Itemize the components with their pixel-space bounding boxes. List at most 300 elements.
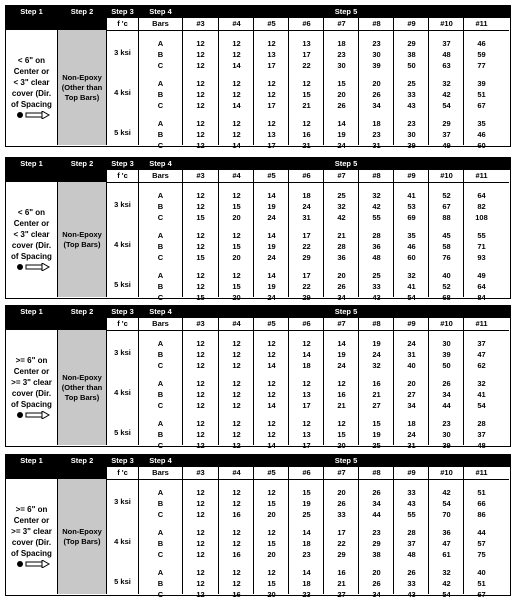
development-length-cell: 29: [337, 550, 346, 559]
development-length-cell: 30: [337, 61, 346, 70]
development-length-cell: 12: [337, 379, 346, 388]
development-length-cell: 30: [407, 130, 416, 139]
bar-location-label: C: [157, 253, 164, 262]
development-length-cell: 17: [267, 141, 276, 150]
development-length-cell: 54: [442, 590, 451, 599]
spacing-condition: [6, 479, 57, 594]
development-length-cell: 12: [267, 568, 276, 577]
development-length-cell: 62: [477, 361, 486, 370]
development-length-cell: 12: [232, 419, 241, 428]
development-length-cell: 36: [442, 528, 451, 537]
header-step3: Step 3: [111, 7, 134, 16]
development-length-cell: 23: [442, 419, 451, 428]
development-length-cell: 63: [442, 61, 451, 70]
header-step5: Step 5: [334, 159, 358, 168]
bar-location-label: B: [157, 202, 164, 211]
development-length-cell: 14: [267, 361, 276, 370]
bar-size-header: #10: [440, 171, 453, 180]
subheader-fc: f 'c: [117, 171, 128, 180]
development-length-cell: 41: [407, 282, 416, 291]
development-length-cell: 44: [477, 528, 486, 537]
subheader-fc: f 'c: [117, 319, 128, 328]
coating-condition: [58, 30, 106, 145]
development-length-cell: 52: [442, 191, 451, 200]
development-length-cell: 51: [477, 488, 486, 497]
development-length-cell: 32: [442, 79, 451, 88]
development-length-cell: 14: [267, 231, 276, 240]
development-length-cell: 12: [232, 579, 241, 588]
development-length-cell: 12: [196, 510, 205, 519]
bar-size-header: #4: [232, 319, 241, 328]
bar-location-label: A: [157, 379, 164, 388]
development-length-cell: 12: [267, 390, 276, 399]
bar-location-label: A: [157, 231, 164, 240]
development-length-cell: 12: [196, 101, 205, 110]
development-length-cell: 13: [302, 430, 311, 439]
concrete-strength-label: 5 ksi: [114, 577, 131, 586]
development-length-cell: 25: [372, 441, 381, 450]
bar-size-header: #5: [267, 171, 276, 180]
concrete-strength-label: 4 ksi: [114, 88, 131, 97]
step-header-row: [6, 158, 510, 170]
development-length-cell: 15: [267, 499, 276, 508]
development-length-cell: 25: [337, 191, 346, 200]
bar-size-header: #9: [407, 171, 416, 180]
development-length-cell: 17: [302, 401, 311, 410]
development-length-cell: 21: [302, 141, 311, 150]
development-length-cell: 12: [196, 499, 205, 508]
development-length-cell: 41: [477, 390, 486, 399]
development-length-cell: 48: [407, 550, 416, 559]
development-length-cell: 12: [196, 119, 205, 128]
development-length-cell: 15: [302, 90, 311, 99]
development-length-cell: 31: [302, 213, 311, 222]
development-length-cell: 46: [477, 39, 486, 48]
development-length-cell: 14: [232, 101, 241, 110]
bar-size-header: #7: [337, 171, 346, 180]
subheader-bars: Bars: [152, 19, 169, 28]
subheader-row: [6, 318, 510, 330]
development-length-cell: 54: [442, 499, 451, 508]
development-length-cell: 15: [196, 213, 205, 222]
development-length-cell: 18: [372, 119, 381, 128]
development-length-cell: 24: [267, 213, 276, 222]
development-length-cell: 37: [442, 130, 451, 139]
development-length-cell: 12: [196, 202, 205, 211]
development-length-cell: 26: [337, 282, 346, 291]
development-length-cell: 59: [477, 50, 486, 59]
header-step1: Step 1: [20, 456, 43, 465]
development-length-cell: 14: [232, 61, 241, 70]
development-length-cell: 20: [337, 271, 346, 280]
development-length-cell: 68: [442, 293, 451, 302]
development-length-cell: 12: [232, 350, 241, 359]
bar-location-label: B: [157, 282, 164, 291]
development-length-cell: 15: [232, 242, 241, 251]
development-length-cell: 12: [196, 231, 205, 240]
development-length-cell: 14: [267, 401, 276, 410]
header-step2: Step 2: [70, 7, 94, 16]
bar-location-label: B: [157, 539, 164, 548]
bar-size-header: #9: [407, 19, 416, 28]
development-length-cell: 30: [372, 50, 381, 59]
development-length-cell: 57: [477, 539, 486, 548]
coating-condition-text: Non-Epoxy (Other than Top Bars): [61, 372, 103, 402]
column-divider: [106, 455, 107, 594]
development-length-cell: 12: [196, 90, 205, 99]
development-length-cell: 48: [442, 50, 451, 59]
development-length-cell: 15: [302, 488, 311, 497]
bar-location-label: C: [157, 441, 164, 450]
step-header-row: [6, 6, 510, 18]
development-length-cell: 32: [477, 379, 486, 388]
development-length-cell: 24: [372, 350, 381, 359]
development-length-cell: 20: [232, 253, 241, 262]
development-length-cell: 35: [407, 231, 416, 240]
bar-size-header: #11: [475, 171, 488, 180]
development-length-cell: 64: [477, 282, 486, 291]
development-length-cell: 12: [267, 419, 276, 428]
header-step3: Step 3: [111, 307, 134, 316]
development-length-cell: 33: [337, 510, 346, 519]
development-length-cell: 12: [196, 401, 205, 410]
development-length-cell: 34: [372, 101, 381, 110]
development-length-cell: 12: [232, 539, 241, 548]
concrete-strength-label: 3 ksi: [114, 348, 131, 357]
development-length-cell: 67: [477, 590, 486, 599]
development-length-cell: 54: [442, 101, 451, 110]
header-step4: Step 4: [149, 456, 172, 465]
bar-size-header: #6: [302, 319, 311, 328]
concrete-strength-label: 4 ksi: [114, 388, 131, 397]
development-length-cell: 37: [477, 430, 486, 439]
bar-location-label: A: [157, 79, 164, 88]
subheader-row: [6, 170, 510, 182]
spacing-condition-text: < 6" on Center or < 3" clear cover (Dir. of Spacing: [11, 55, 52, 109]
development-length-cell: 28: [407, 528, 416, 537]
development-length-cell: 15: [232, 282, 241, 291]
development-length-cell: 14: [337, 339, 346, 348]
bar-size-header: #4: [232, 171, 241, 180]
development-length-cell: 70: [442, 510, 451, 519]
development-length-cell: 19: [337, 350, 346, 359]
column-divider: [106, 158, 107, 297]
development-length-cell: 12: [196, 339, 205, 348]
development-length-cell: 52: [442, 282, 451, 291]
development-length-cell: 20: [337, 90, 346, 99]
development-length-cell: 20: [337, 488, 346, 497]
development-length-cell: 12: [196, 539, 205, 548]
spacing-condition-wrap: [6, 504, 57, 570]
development-length-cell: 12: [267, 119, 276, 128]
development-length-cell: 38: [407, 50, 416, 59]
bar-location-label: A: [157, 528, 164, 537]
bar-location-label: B: [157, 390, 164, 399]
header-step4: Step 4: [149, 7, 172, 16]
development-length-cell: 23: [372, 130, 381, 139]
development-length-cell: 34: [372, 499, 381, 508]
development-length-cell: 42: [442, 488, 451, 497]
bar-size-header: #7: [337, 319, 346, 328]
development-length-cell: 16: [232, 550, 241, 559]
development-length-cell: 29: [372, 539, 381, 548]
development-length-cell: 77: [477, 61, 486, 70]
development-length-cell: 17: [302, 50, 311, 59]
development-length-cell: 24: [267, 293, 276, 302]
development-length-cell: 54: [477, 401, 486, 410]
spacing-condition-wrap: [6, 355, 57, 421]
development-length-cell: 12: [196, 590, 205, 599]
bar-size-header: #8: [372, 19, 381, 28]
development-length-cell: 12: [232, 50, 241, 59]
development-length-cell: 16: [337, 568, 346, 577]
bar-size-header: #6: [302, 171, 311, 180]
development-length-cell: 18: [302, 361, 311, 370]
bar-size-header: #5: [267, 468, 276, 477]
development-length-cell: 18: [302, 191, 311, 200]
development-length-cell: 14: [302, 528, 311, 537]
development-length-cell: 42: [337, 213, 346, 222]
development-length-cell: 75: [477, 550, 486, 559]
bar-size-header: #8: [372, 468, 381, 477]
development-length-cell: 39: [442, 441, 451, 450]
bar-size-header: #3: [196, 171, 205, 180]
development-length-cell: 13: [302, 39, 311, 48]
column-divider: [106, 6, 107, 145]
development-length-cell: 12: [196, 419, 205, 428]
development-length-cell: 12: [232, 130, 241, 139]
development-length-cell: 18: [407, 419, 416, 428]
bar-location-label: A: [157, 488, 164, 497]
development-length-cell: 46: [407, 242, 416, 251]
development-length-cell: 12: [196, 488, 205, 497]
development-length-cell: 19: [302, 499, 311, 508]
development-length-cell: 23: [337, 50, 346, 59]
bar-location-label: B: [157, 50, 164, 59]
development-length-cell: 21: [302, 101, 311, 110]
development-length-cell: 12: [232, 90, 241, 99]
development-length-cell: 12: [196, 579, 205, 588]
spacing-direction-icon: [16, 411, 50, 419]
development-length-cell: 12: [232, 488, 241, 497]
development-length-cell: 60: [477, 141, 486, 150]
development-length-cell: 55: [477, 231, 486, 240]
bar-size-header: #3: [196, 19, 205, 28]
development-length-cell: 12: [196, 441, 205, 450]
development-length-cell: 61: [442, 550, 451, 559]
concrete-strength-label: 5 ksi: [114, 280, 131, 289]
development-length-cell: 12: [196, 568, 205, 577]
development-length-cell: 12: [196, 191, 205, 200]
development-length-cell: 40: [442, 271, 451, 280]
header-step2: Step 2: [70, 307, 94, 316]
header-step5: Step 5: [334, 307, 358, 316]
development-length-cell: 24: [407, 339, 416, 348]
development-length-cell: 12: [267, 90, 276, 99]
development-length-cell: 43: [372, 293, 381, 302]
development-length-cell: 49: [477, 271, 486, 280]
header-step3: Step 3: [111, 456, 134, 465]
development-length-cell: 44: [442, 401, 451, 410]
development-length-cell: 42: [372, 202, 381, 211]
step-header-row: [6, 455, 510, 467]
development-length-cell: 12: [232, 271, 241, 280]
concrete-strength-label: 5 ksi: [114, 428, 131, 437]
bar-size-header: #7: [337, 19, 346, 28]
development-length-cell: 50: [407, 61, 416, 70]
bar-size-header: #10: [440, 19, 453, 28]
bar-size-header: #5: [267, 319, 276, 328]
development-length-cell: 15: [196, 253, 205, 262]
development-length-cell: 34: [442, 390, 451, 399]
development-length-cell: 26: [337, 499, 346, 508]
development-length-cell: 12: [196, 350, 205, 359]
development-length-cell: 18: [302, 539, 311, 548]
header-step1: Step 1: [20, 7, 43, 16]
development-length-cell: 19: [267, 282, 276, 291]
development-length-cell: 12: [232, 231, 241, 240]
development-length-cell: 26: [372, 579, 381, 588]
development-length-cell: 20: [337, 441, 346, 450]
development-length-cell: 29: [442, 119, 451, 128]
development-length-cell: 12: [302, 339, 311, 348]
coating-condition: [58, 182, 106, 297]
development-length-cell: 32: [372, 191, 381, 200]
development-length-cell: 47: [442, 539, 451, 548]
development-length-cell: 64: [477, 191, 486, 200]
development-length-cell: 12: [196, 361, 205, 370]
development-length-cell: 19: [267, 202, 276, 211]
development-length-cell: 32: [442, 568, 451, 577]
bar-location-label: C: [157, 361, 164, 370]
bar-location-label: B: [157, 90, 164, 99]
development-length-cell: 12: [232, 339, 241, 348]
bar-size-header: #8: [372, 171, 381, 180]
bar-size-header: #3: [196, 319, 205, 328]
spacing-condition: [6, 182, 57, 297]
development-length-cell: 21: [372, 390, 381, 399]
coating-condition-text: Non-Epoxy (Other than Top Bars): [61, 72, 103, 102]
development-length-cell: 15: [337, 79, 346, 88]
development-length-cell: 16: [232, 510, 241, 519]
bar-location-label: B: [157, 242, 164, 251]
development-length-cell: 36: [337, 253, 346, 262]
development-length-cell: 12: [196, 130, 205, 139]
development-length-cell: 32: [372, 361, 381, 370]
development-length-cell: 58: [442, 242, 451, 251]
concrete-strength-label: 3 ksi: [114, 497, 131, 506]
development-length-cell: 21: [337, 401, 346, 410]
development-length-cell: 22: [302, 242, 311, 251]
development-length-cell: 29: [407, 39, 416, 48]
development-length-cell: 12: [196, 61, 205, 70]
development-length-cell: 17: [267, 61, 276, 70]
development-length-cell: 86: [477, 510, 486, 519]
bar-location-label: B: [157, 579, 164, 588]
development-length-cell: 12: [267, 430, 276, 439]
development-length-cell: 47: [477, 350, 486, 359]
development-length-cell: 37: [407, 539, 416, 548]
development-length-cell: 12: [267, 79, 276, 88]
development-length-cell: 25: [372, 271, 381, 280]
development-length-cell: 22: [337, 539, 346, 548]
bar-size-header: #10: [440, 319, 453, 328]
development-length-cell: 12: [196, 390, 205, 399]
development-length-cell: 21: [337, 231, 346, 240]
development-length-cell: 69: [407, 213, 416, 222]
development-length-cell: 50: [442, 361, 451, 370]
development-length-cell: 12: [267, 528, 276, 537]
development-length-cell: 33: [407, 579, 416, 588]
development-length-cell: 28: [372, 231, 381, 240]
development-length-cell: 19: [267, 242, 276, 251]
development-length-cell: 25: [302, 510, 311, 519]
development-length-cell: 12: [232, 441, 241, 450]
development-length-cell: 12: [196, 141, 205, 150]
development-length-cell: 39: [477, 79, 486, 88]
development-length-cell: 12: [196, 430, 205, 439]
bar-size-header: #9: [407, 468, 416, 477]
spacing-direction-icon: [16, 111, 50, 119]
development-length-cell: 49: [442, 141, 451, 150]
bar-size-header: #6: [302, 19, 311, 28]
development-length-cell: 67: [442, 202, 451, 211]
development-length-cell: 23: [372, 528, 381, 537]
development-length-cell: 13: [267, 130, 276, 139]
development-length-cell: 42: [442, 579, 451, 588]
bar-size-header: #8: [372, 319, 381, 328]
development-length-cell: 12: [232, 361, 241, 370]
development-length-cell: 14: [267, 191, 276, 200]
header-divider: [106, 30, 509, 31]
development-length-cell: 40: [407, 361, 416, 370]
header-step1: Step 1: [20, 307, 43, 316]
development-length-cell: 20: [267, 550, 276, 559]
header-step4: Step 4: [149, 307, 172, 316]
spacing-condition: [6, 30, 57, 145]
bar-location-label: A: [157, 339, 164, 348]
subheader-bars: Bars: [152, 171, 169, 180]
development-length-cell: 108: [475, 213, 488, 222]
spacing-condition-wrap: [6, 55, 57, 121]
development-length-cell: 12: [196, 242, 205, 251]
development-length-cell: 23: [407, 119, 416, 128]
development-length-cell: 24: [407, 430, 416, 439]
development-length-cell: 12: [196, 79, 205, 88]
header-step2: Step 2: [70, 456, 94, 465]
development-length-cell: 12: [267, 350, 276, 359]
development-length-cell: 40: [477, 568, 486, 577]
development-length-cell: 24: [267, 253, 276, 262]
development-length-cell: 41: [407, 191, 416, 200]
development-length-cell: 26: [337, 101, 346, 110]
development-length-cell: 25: [407, 79, 416, 88]
development-length-cell: 16: [372, 379, 381, 388]
development-length-cell: 32: [337, 202, 346, 211]
development-length-cell: 19: [337, 130, 346, 139]
bar-size-header: #6: [302, 468, 311, 477]
development-length-cell: 37: [477, 339, 486, 348]
development-length-cell: 55: [407, 510, 416, 519]
development-length-cell: 53: [407, 202, 416, 211]
development-length-cell: 30: [442, 430, 451, 439]
development-length-cell: 14: [267, 441, 276, 450]
development-length-cell: 19: [372, 339, 381, 348]
coating-condition-text: Non-Epoxy (Top Bars): [62, 229, 102, 249]
coating-condition: [58, 479, 106, 594]
development-length-cell: 16: [337, 390, 346, 399]
development-length-cell: 22: [302, 282, 311, 291]
